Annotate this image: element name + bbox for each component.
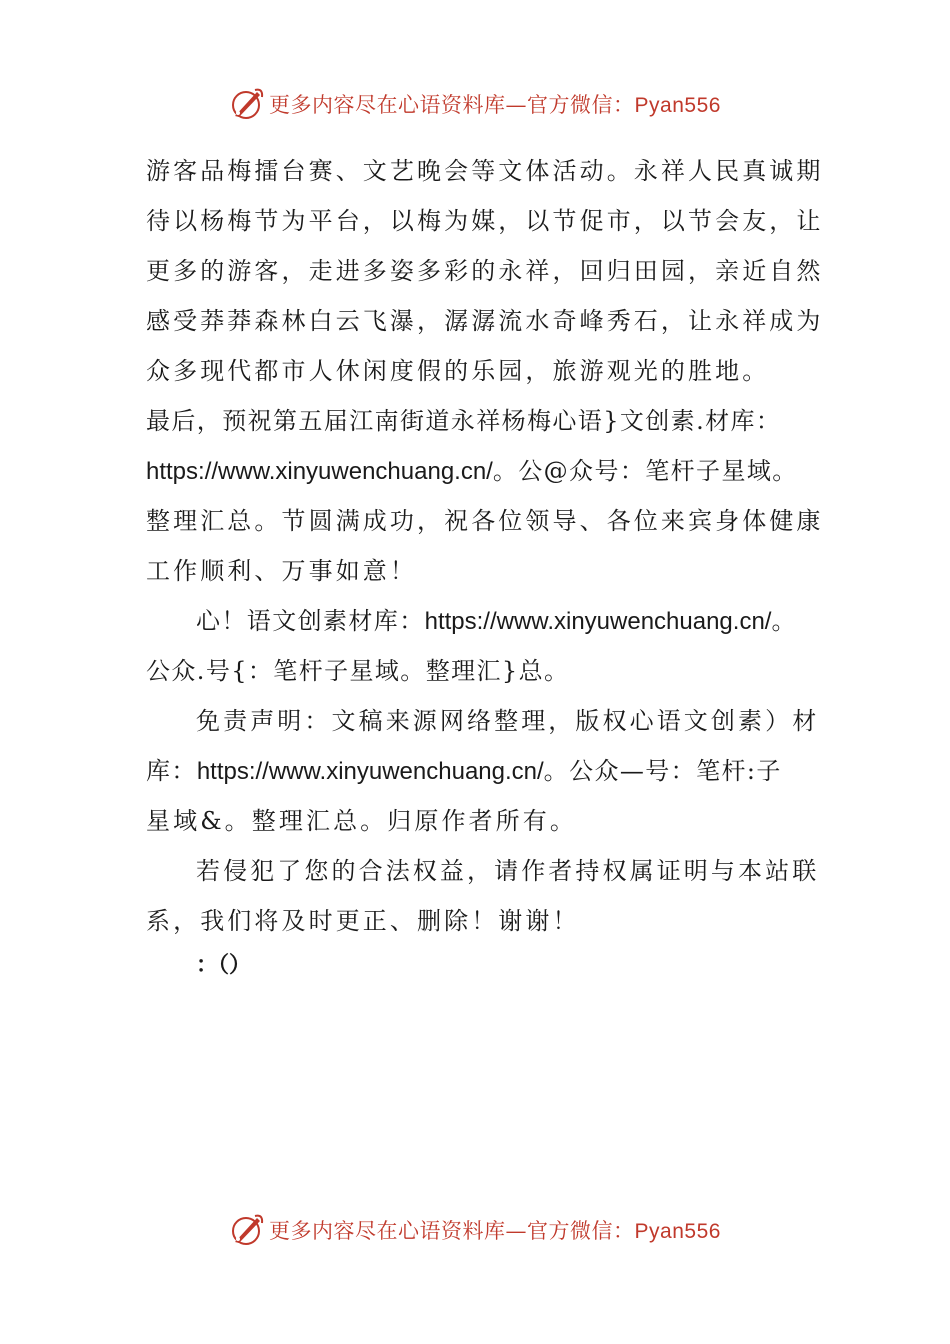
- text-line: 众多现代都市人休闲度假的乐园，旅游观光的胜地。: [146, 357, 770, 385]
- document-body: [146, 146, 824, 996]
- text-span: 。公@众号：笔杆子星域。: [492, 457, 798, 485]
- text-span: 。公众—号：笔杆:子: [543, 757, 782, 785]
- text-line: [146, 446, 806, 496]
- trailing-mark: ：（）: [196, 953, 252, 978]
- text-line: 更多的游客，走进多姿多彩的永祥，回归田园，亲近自然: [146, 257, 824, 285]
- text-line: 免责声明：文稿来源网络整理，版权心语文创素）材: [196, 707, 820, 735]
- header-text: [269, 89, 721, 119]
- footer-text: [269, 1215, 721, 1245]
- website-link[interactable]: https://www.xinyuwenchuang.cn/: [196, 758, 544, 785]
- website-link[interactable]: https://www.xinyuwenchuang.cn/: [146, 458, 493, 485]
- text-span: 。: [771, 607, 797, 635]
- footer-wechat-handle: Pyan556: [634, 1220, 721, 1243]
- text-line: 游客品梅擂台赛、文艺晚会等文体活动。永祥人民真诚期: [146, 157, 824, 185]
- text-line: [146, 746, 806, 796]
- text-line: 感受莽莽森林白云飞瀑，潺潺流水奇峰秀石，让永祥成为: [146, 307, 824, 335]
- header-site-text: 更多内容尽在心语资料库—官方微信：: [269, 93, 635, 117]
- header-banner: [0, 84, 950, 124]
- text-line: [146, 596, 806, 646]
- text-line: 星域&。整理汇总。归原作者所有。: [146, 807, 577, 835]
- footer-site-text: 更多内容尽在心语资料库—官方微信：: [269, 1219, 635, 1243]
- text-line: 系，我们将及时更正、删除！谢谢！: [146, 907, 580, 935]
- text-line: 整理汇总。节圆满成功，祝各位领导、各位来宾身体健康: [146, 507, 824, 535]
- text-line: 公众.号{：笔杆子星域。整理汇}总。: [146, 657, 570, 685]
- text-span: 心！语文创素材库：: [196, 607, 425, 635]
- quill-logo-icon: [229, 1212, 265, 1248]
- text-line: 工作顺利、万事如意！: [146, 557, 417, 585]
- footer-banner: [0, 1210, 950, 1250]
- text-line: 最后，预祝第五届江南街道永祥杨梅心语}文创素.材库：: [146, 407, 782, 435]
- text-span: 库：: [146, 757, 197, 785]
- text-line: 待以杨梅节为平台，以梅为媒，以节促市，以节会友，让: [146, 207, 824, 235]
- text-line: 若侵犯了您的合法权益，请作者持权属证明与本站联: [196, 857, 820, 885]
- website-link[interactable]: https://www.xinyuwenchuang.cn/: [424, 608, 772, 635]
- quill-logo-icon: [229, 86, 265, 122]
- header-wechat-handle: Pyan556: [634, 94, 721, 117]
